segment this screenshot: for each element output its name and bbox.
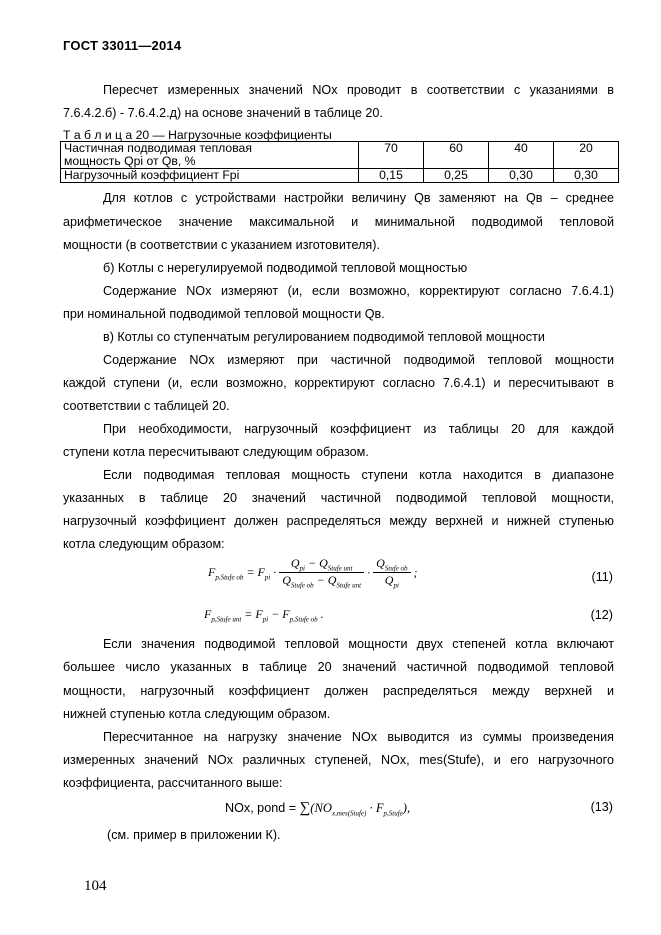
- paragraph-line: в) Котлы со ступенчатым регулированием подводимой тепловой мощности: [103, 330, 545, 344]
- table-cell: [61, 142, 359, 169]
- page-number: 104: [84, 878, 107, 894]
- paragraph-line: Пересчитанное на нагрузку значение NOх выводится из суммы произведения: [103, 730, 614, 744]
- equation-number: (13): [590, 800, 613, 814]
- paragraph-line: Содержание NOх измеряют (и, если возможно, корректируют согласно 7.6.4.1): [103, 284, 614, 298]
- equation-12: $F_{p,Stufe unt} = F_{pi} - F_{p,Stufe ob}$ .: [204, 607, 324, 624]
- table-row: [61, 142, 619, 169]
- load-factor-table: [60, 141, 619, 183]
- paragraph-line: При необходимости, нагрузочный коэффициент из таблицы 20 для каждой: [103, 422, 614, 436]
- paragraph-line: коэффициента, рассчитанного выше:: [63, 776, 283, 790]
- paragraph-line: мощности, нагрузочный коэффициент должен распределяться между верхней и: [63, 684, 614, 698]
- table-cell: 60: [424, 142, 489, 169]
- table-cell: 70: [359, 142, 424, 169]
- equation-number: (11): [591, 570, 613, 584]
- row-label: Частичная подводимая тепловая: [64, 141, 252, 155]
- table-caption: Т а б л и ц а 20 — Нагрузочные коэффициенты: [63, 128, 332, 142]
- equation-number: (12): [590, 608, 613, 622]
- paragraph-line: котла следующим образом:: [63, 537, 225, 551]
- paragraph-line: мощности (в соответствии с указанием изготовителя).: [63, 238, 380, 252]
- paragraph-line: Пересчет измеренных значений NOх проводит в соответствии с указаниями в: [103, 83, 614, 97]
- annex-reference: (см. пример в приложении К).: [107, 828, 281, 842]
- equation-lhs: NOх, pond =: [225, 801, 297, 815]
- document-header: ГОСТ 33011—2014: [63, 38, 182, 53]
- table-cell: 0,30: [554, 169, 619, 183]
- equation-13: NOх, pond = $\sum(NO_{x,mes(Stufe)} \cdot F_{p,Stufe})$,: [225, 800, 411, 818]
- paragraph-line: при номинальной подводимой тепловой мощности Qв.: [63, 307, 385, 321]
- paragraph-line: измеренных значений NOх различных ступеней, NOх, mes(Stufe), и его нагрузочного: [63, 753, 614, 767]
- paragraph-line: б) Котлы с нерегулируемой подводимой тепловой мощностью: [103, 261, 468, 275]
- paragraph-line: Если подводимая тепловая мощность ступени котла находится в диапазоне: [103, 468, 614, 482]
- table-cell: 0,25: [424, 169, 489, 183]
- table-cell: Нагрузочный коэффициент Fpi: [61, 169, 359, 183]
- paragraph-line: большее число указанных в таблице 20 значений частичной подводимой тепловой: [63, 660, 614, 674]
- table-cell: 20: [554, 142, 619, 169]
- table-row: [61, 169, 619, 183]
- table-cell: 0,30: [489, 169, 554, 183]
- table-cell: 0,15: [359, 169, 424, 183]
- paragraph-line: ступени котла пересчитывают следующим образом.: [63, 445, 369, 459]
- table-cell: 40: [489, 142, 554, 169]
- row-label: мощность Qpi от Qв, %: [64, 154, 196, 168]
- paragraph-line: 7.6.4.2.б) - 7.6.4.2.д) на основе значений в таблице 20.: [63, 106, 383, 120]
- paragraph-line: арифметическое значение максимальной и минимальной подводимой тепловой: [63, 215, 614, 229]
- paragraph-line: Содержание NOх измеряют при частичной подводимой тепловой мощности: [103, 353, 614, 367]
- paragraph-line: нижней ступенью котла следующим образом.: [63, 707, 331, 721]
- paragraph-line: соответствии с таблицей 20.: [63, 399, 230, 413]
- equation-11: $F_{p,Stufe ob} = F_{pi}$ · $\frac{Q_{pi} - Q_{Stufe unt}}{Q_{Stufe ob} - Q_{Stufe unt}}$ · $\frac{Q_{Stufe ob}}{Q_{pi}}$ ;: [208, 556, 418, 590]
- paragraph-line: Если значения подводимой тепловой мощности двух степеней котла включают: [103, 637, 614, 651]
- paragraph-line: нагрузочный коэффициент должен распределяться между верхней и нижней ступенью: [63, 514, 614, 528]
- paragraph-line: Для котлов с устройствами настройки величину Qв заменяют на Qв – среднее: [103, 191, 614, 205]
- paragraph-line: каждой ступени (и, если возможно, корректируют согласно 7.6.4.1) и пересчитывают в: [63, 376, 614, 390]
- paragraph-line: указанных в таблице 20 значений частичной подводимой тепловой мощности,: [63, 491, 614, 505]
